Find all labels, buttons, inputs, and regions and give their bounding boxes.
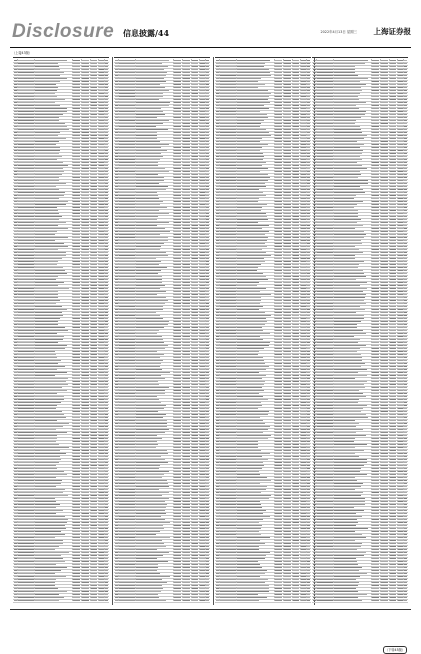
dateline: 2022年4月13日 星期三 bbox=[320, 30, 357, 34]
table-row bbox=[13, 599, 109, 602]
table-row bbox=[215, 599, 311, 602]
continued-to-badge bbox=[383, 646, 407, 654]
table-row bbox=[114, 599, 210, 602]
table-column-3 bbox=[215, 57, 311, 605]
column-divider bbox=[112, 57, 113, 605]
header-rule bbox=[10, 47, 411, 48]
continued-to-label: （下转45版） bbox=[385, 647, 405, 652]
table-column-1 bbox=[13, 57, 109, 605]
footer-rule bbox=[10, 609, 411, 610]
disclosure-table-area bbox=[10, 49, 411, 652]
masthead bbox=[10, 18, 411, 46]
table-column-2 bbox=[114, 57, 210, 605]
table-column-4 bbox=[312, 57, 408, 605]
newspaper-name: 上海证券报 bbox=[373, 27, 411, 36]
brand-wordmark: Disclosure bbox=[12, 21, 115, 42]
continued-from-label: （上接43版） bbox=[12, 51, 32, 55]
section-title: 信息披露/44 bbox=[123, 28, 170, 38]
column-divider bbox=[213, 57, 214, 605]
table-row bbox=[312, 599, 408, 602]
